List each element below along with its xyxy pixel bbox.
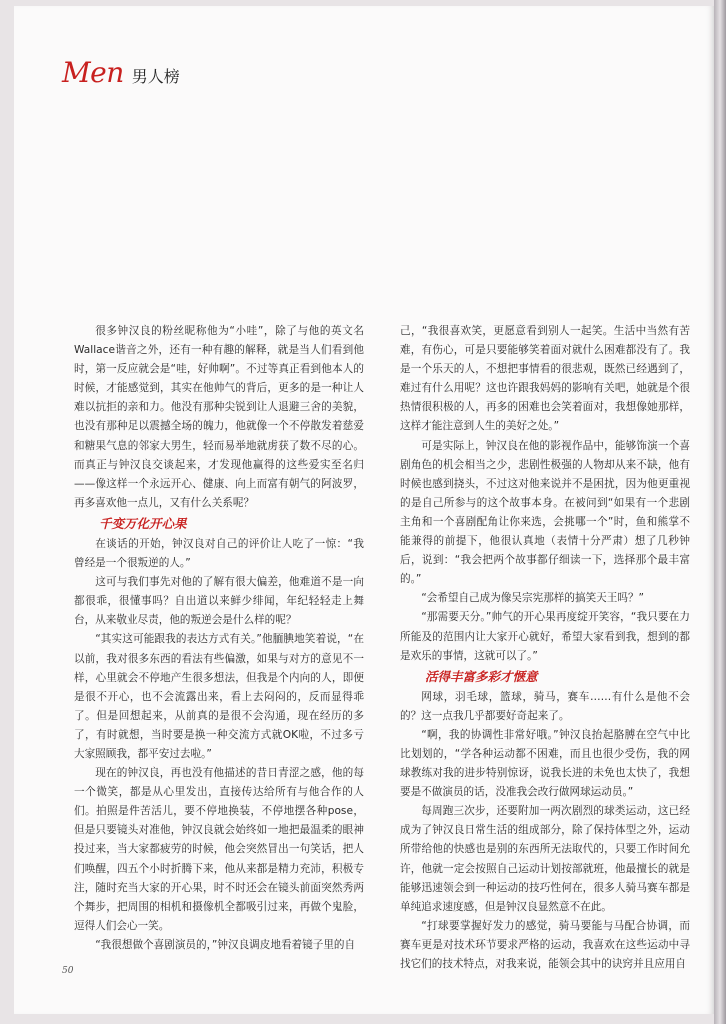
paragraph: “我很想做个喜剧演员的，”钟汉良调皮地看着镜子里的自 [95,938,356,951]
paragraph: 每周跑三次步，还要附加一两次剧烈的球类运动，这已经成为了钟汉良日常生活的组成部分，除了保持体型之外，运动所带给他的快感也是别的东西所无法取代的，只要工作时间允许，他就一定会按照自己运动计划按部就班，他最擅长的就是能够迅速领会到一种运动的技巧性何在，很多人骑马赛车都是单纯追求速度感，但是钟汉良显然意不在此。 [400,805,690,913]
paragraph: 可是实际上，钟汉良在他的影视作品中，能够饰演一个喜剧角色的机会相当之少，悲剧性极强的人物却从来不缺，他有时候也感到挠头，不过这对他来说并不是困扰，因为他更重视的是自己所参与的这个故事本身。在被问到“如果有一个悲剧主角和一个喜剧配角让你来选，会挑哪一个”时，鱼和熊掌不能兼得的前提下，他很认真地（表情十分严肃）想了几秒钟后，说到：“我会把两个故事都仔细读一下，选择那个最丰富的。” [400,439,690,586]
brand-logo: Men [62,56,124,89]
paragraph: “打球要掌握好发力的感觉，骑马要能与马配合协调，而赛车更是对技术环节要求严格的运动，我喜欢在这些运动中寻找它们的技术特点，对我来说，能领会其中的诀窍并且应用自 [400,919,690,970]
paragraph: 在谈话的开始，钟汉良对自己的评价让人吃了一惊：“我曾经是一个很叛逆的人。” [74,537,364,570]
section-title: 男人榜 [131,67,180,86]
paragraph: 网球，羽毛球，篮球，骑马，赛车……有什么是他不会的？这一点我几乎都要好奇起来了。 [400,690,690,722]
article-column-right [400,322,690,974]
paragraph: 很多钟汉良的粉丝昵称他为“小哇”，除了与他的英文名Wallace谐音之外，还有一种有趣的解释，就是当人们看到他时，第一反应就会是“哇，好帅啊”。不过等真正看到他本人的时候，才能感觉到，其实在他帅气的背后，更多的是一种让人难以抗拒的亲和力。他没有那种尖锐到让人退避三舍的美貌，也没有那种足以震撼全场的魄力，他就像一个不停散发着慈爱和糖果气息的邻家大男生，轻而易举地就虏获了数不尽的心。而真正与钟汉良交谈起来，才发现他赢得的这些爱实至名归——像这样一个永远开心、健康、向上而富有朝气的阿波罗，再多喜欢他一点儿，又有什么关系呢？ [74,325,364,509]
paragraph: “那需要天分。”帅气的开心果再度绽开笑容，“我只要在力所能及的范围内让大家开心就好，希望大家看到我，想到的都是欢乐的事情，这就可以了。” [400,611,690,662]
paragraph: 现在的钟汉良，再也没有他描述的昔日青涩之感，他的每一个微笑，都是从心里发出，直接传达给所有与他合作的人们。拍照是件苦活儿，要不停地换装，不停地摆各种pose，但是只要镜头对准他，钟汉良就会始终如一地把最温柔的眼神投过来，当大家都疲劳的时候，他会突然冒出一句笑话，把人们唤醒，四五个小时折腾下来，他从来都是精力充沛，积极专注，随时充当大家的开心果，时不时还会在镜头前面突然秀两个舞步，把周围的相机和摄像机全都吸引过来，再做个鬼脸，逗得人们会心一笑。 [74,767,364,932]
page-spine-shadow [714,0,726,1024]
section-header [62,56,180,89]
paragraph: “会希望自己成为像吴宗宪那样的搞笑天王吗？” [421,592,645,605]
article-column-left [74,322,364,955]
paragraph: 这可与我们事先对他的了解有很大偏差，他难道不是一向都很乖，很懂事吗？自出道以来鲜少绯闻，年纪轻轻走上舞台，从来敬业尽责，他的叛逆会是什么样的呢？ [74,576,364,627]
subheading: 千变万化开心果 [99,515,187,531]
page-number: 50 [62,966,74,976]
subheading: 活得丰富多彩才惬意 [425,668,538,684]
paragraph: 己，“我很喜欢笑，更愿意看到别人一起笑。生活中当然有苦难，有伤心，可是只要能够笑着面对就什么困难都没有了。我是一个乐天的人，不想把事情看的很悲观，既然已经遇到了，难过有什么用呢？这也许跟我妈妈的影响有关吧，她就是个很热情很积极的人，再多的困难也会笑着面对，我想像她那样，这样才能注意到人生的美好之处。” [400,325,690,433]
paragraph: “其实这可能跟我的表达方式有关。”他腼腆地笑着说，“在以前，我对很多东西的看法有些偏激，如果与对方的意见不一样，心里就会不停地产生很多想法，但我是个内向的人，即便是很不开心，也不会流露出来，看上去闷闷的，反而显得乖了。但是回想起来，从前真的是很不会沟通，现在经历的多了，有时就想，当时要是换一种交流方式就OK啦，不过多亏大家照顾我，都平安过去啦。” [74,633,364,760]
paragraph: “啊，我的协调性非常好哦。”钟汉良抬起胳膊在空气中比比划划的，“学各种运动都不困难，而且也很少受伤，我的网球教练对我的进步特别惊讶，说我长进的未免也太快了，我想要是不做演员的话，没准我会改行做网球运动员。” [400,728,690,799]
